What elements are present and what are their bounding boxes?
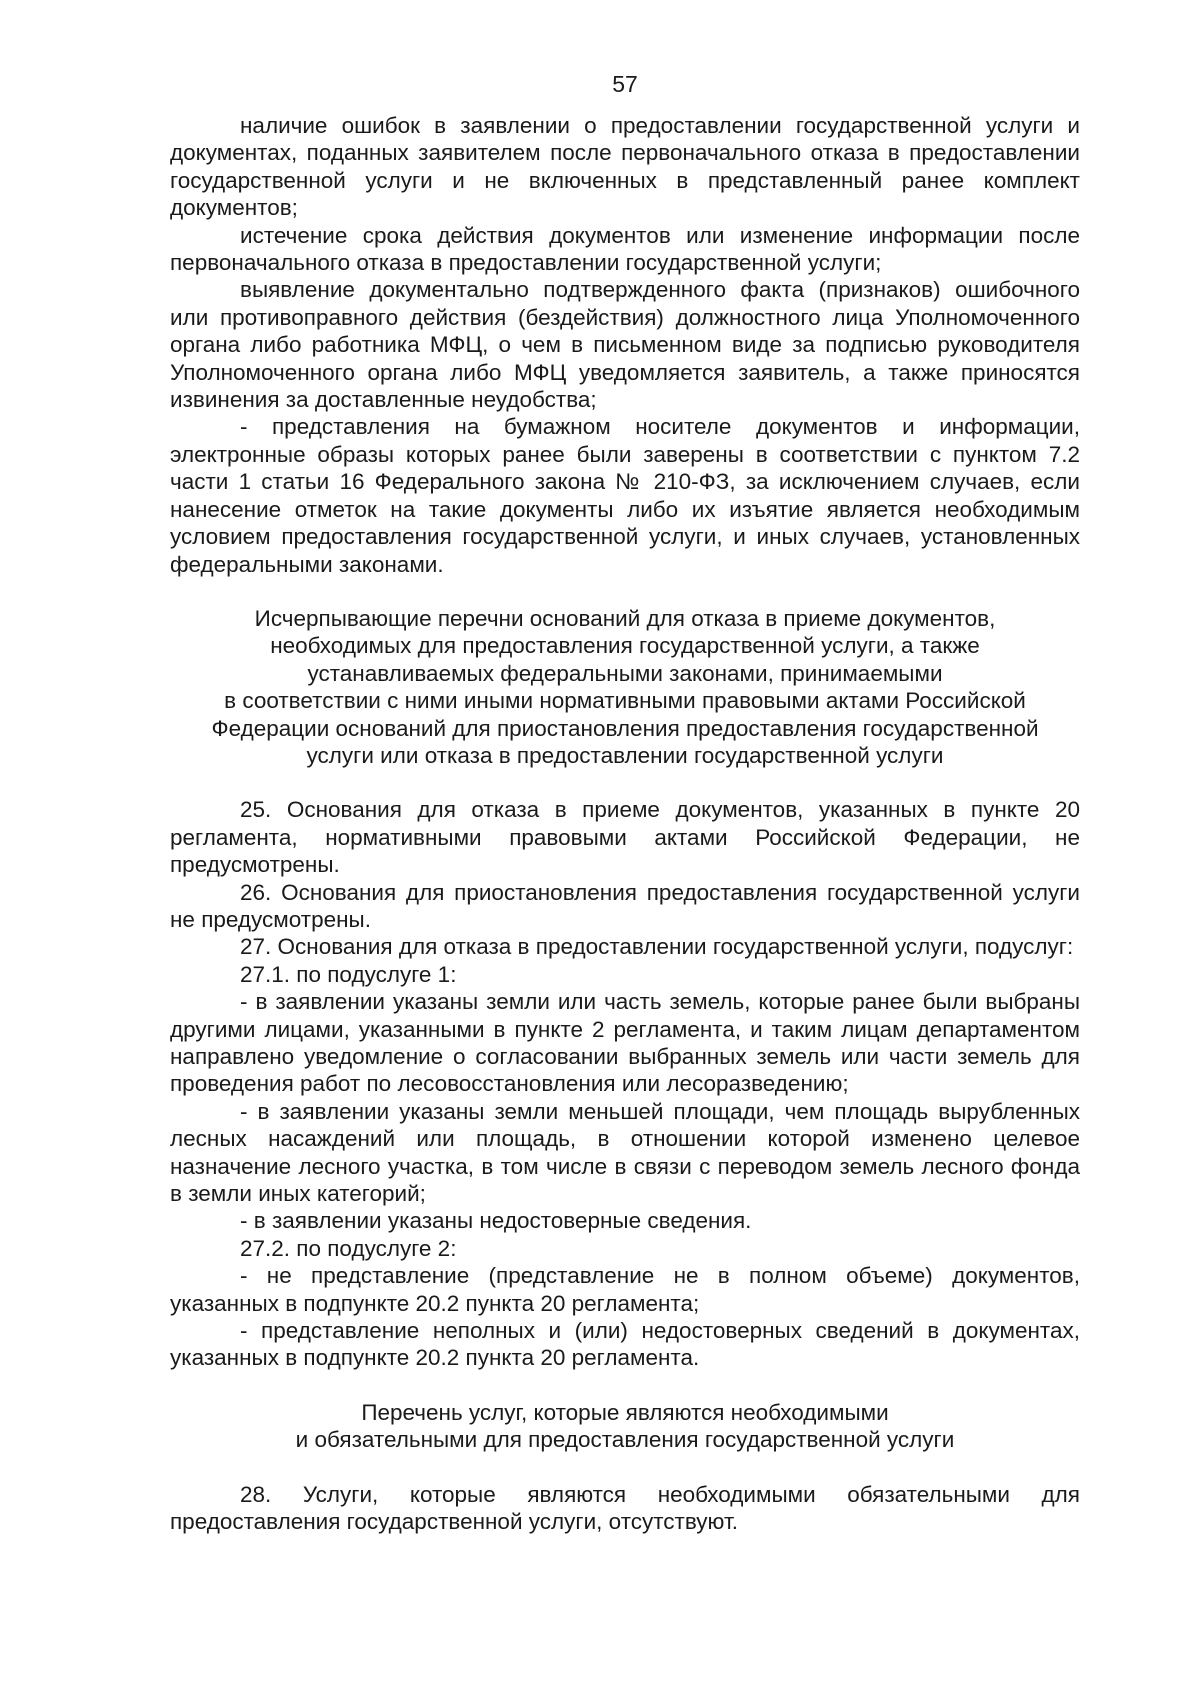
document-page — [170, 70, 1080, 1536]
paragraph-27-2-item-1: - не представление (представление не в полном объеме) документов, указанных в подпункте 20.2 пункта 20 регламента; — [170, 1263, 1080, 1316]
heading-line: необходимых для предоставления государственной услуги, а также — [270, 633, 980, 659]
paragraph-27-1: 27.1. по подуслуге 1: — [240, 961, 457, 987]
paragraph-official-error: выявление документально подтвержденного факта (признаков) ошибочного или противоправного действия (бездействия) должностного лица Уполномоченного органа либо работника МФЦ, о чем в письменном виде за подписью руководителя Уполномоченного органа либо МФЦ уведомляется заявитель, а также приносятся извинения за доставленные неудобства; — [170, 277, 1080, 413]
heading-line: Перечень услуг, которые являются необходимыми — [361, 1399, 889, 1425]
paragraph-27-1-item-2: - в заявлении указаны земли меньшей площади, чем площадь вырубленных лесных насаждений или площадь, в отношении которой изменено целевое назначение лесного участка, в том числе в связи с переводом земель лесного фонда в земли иных категорий; — [170, 1098, 1080, 1207]
paragraph-27-2: 27.2. по подуслуге 2: — [240, 1235, 457, 1261]
paragraph-errors-in-application: наличие ошибок в заявлении о предоставлении государственной услуги и документах, поданных заявителем после первоначального отказа в предоставлении государственной услуги и не включенных в представленный ранее комплект документов; — [170, 113, 1080, 221]
paragraph-27-1-item-1: - в заявлении указаны земли или часть земель, которые ранее были выбраны другими лицами, указанными в пункте 2 регламента, и таким лицам департаментом направлено уведомление о согласовании выбранных земель или части земель для проведения работ по лесовосстановления или лесоразведению; — [170, 989, 1080, 1097]
paragraph-paper-documents: - представления на бумажном носителе документов и информации, электронные образы которых ранее были заверены в соответствии с пунктом 7.2 части 1 статьи 16 Федерального закона № 210-ФЗ, за исключением случаев, если нанесение отметок на такие документы либо их изъятие является необходимым условием предоставления государственной услуги, и иных случаев, установленных федеральными законами. — [170, 414, 1080, 577]
heading-line: и обязательными для предоставления государственной услуги — [295, 1427, 955, 1453]
paragraph-document-expiry: истечение срока действия документов или изменение информации после первоначального отказа в предоставлении государственной услуги; — [170, 222, 1080, 276]
heading-line: устанавливаемых федеральными законами, принимаемыми — [307, 660, 943, 686]
paragraph-26: 26. Основания для приостановления предоставления государственной услуги не предусмотрены. — [170, 879, 1080, 932]
paragraph-28: 28. Услуги, которые являются необходимыми обязательными для предоставления государственной услуги, отсутствуют. — [170, 1481, 1080, 1535]
section-heading-required-services — [170, 1399, 1080, 1454]
paragraph-25: 25. Основания для отказа в приеме документов, указанных в пункте 20 регламента, нормативными правовыми актами Российской Федерации, не предусмотрены. — [170, 797, 1080, 878]
section-heading-refusal-grounds — [170, 605, 1080, 769]
heading-line: услуги или отказа в предоставлении государственной услуги — [306, 742, 944, 768]
page-number: 57 — [612, 71, 638, 97]
paragraph-27-2-item-2: - представление неполных и (или) недостоверных сведений в документах, указанных в подпункте 20.2 пункта 20 регламента. — [170, 1318, 1080, 1371]
heading-line: Федерации оснований для приостановления предоставления государственной — [211, 715, 1039, 741]
heading-line: Исчерпывающие перечни оснований для отказа в приеме документов, — [254, 605, 996, 631]
paragraph-27-1-item-3: - в заявлении указаны недостоверные сведения. — [240, 1208, 752, 1234]
paragraph-27: 27. Основания для отказа в предоставлении государственной услуги, подуслуг: — [240, 934, 1074, 960]
heading-line: в соответствии с ними иными нормативными правовыми актами Российской — [224, 688, 1026, 714]
